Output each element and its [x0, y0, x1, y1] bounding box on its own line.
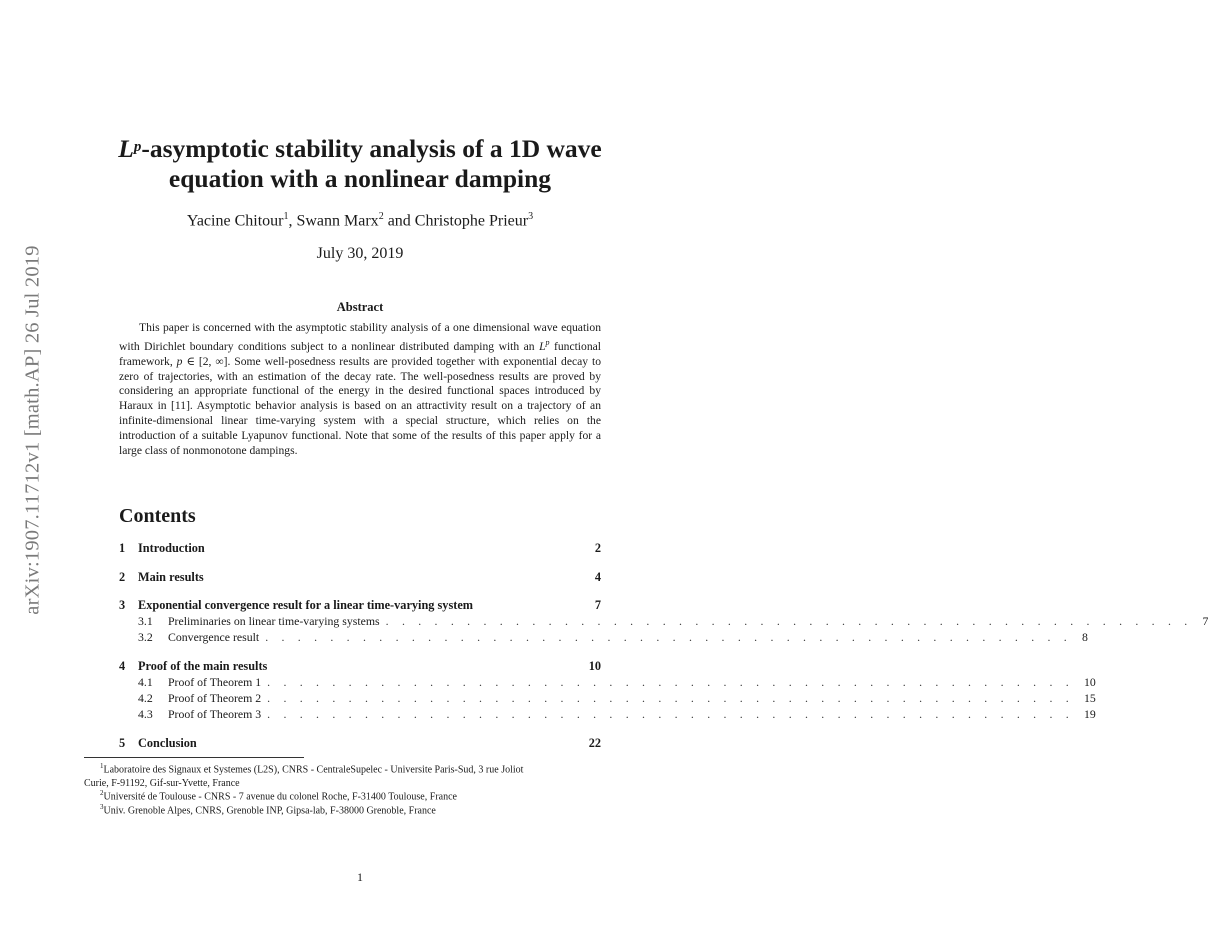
- toc-subsection-number: 4.2: [138, 691, 153, 705]
- title-l-symbol: L: [118, 134, 134, 163]
- abstract-text: [119, 321, 601, 459]
- abstract-lp-symbol: L: [539, 339, 546, 353]
- author-name: , Swann Marx: [288, 212, 379, 230]
- toc-dot-leader: . . . . . . . . . . . . . . . . . . . . . . . . . . . . . . . . . . . . . . . . . . . . . . . . . .: [267, 707, 1074, 721]
- toc-subsection-3-2[interactable]: [138, 630, 1088, 645]
- toc-section-main-results[interactable]: [119, 570, 601, 586]
- abstract-p-symbol: p: [176, 354, 183, 368]
- abstract-part: ∈ [2, ∞]. Some well-posedness results are provided together with exponential decay to zero of trajectories, with an estimation of the decay rate. The well-posedness results are proved by considering an appropriate functional of the energy in the desired functional spaces introduced by Haraux in [11]. Asymptotic behavior analysis is based on an attractivity result on a trajectory of an infinite-dimensional linear time-varying system with a special structure, which relies on the introduction of a suitable Lyapunov functional. Note that some of the results of this paper apply for a large class of nonmonotone dampings.: [119, 354, 602, 458]
- toc-dot-leader: . . . . . . . . . . . . . . . . . . . . . . . . . . . . . . . . . . . . . . . . . . . . . . . . . .: [265, 630, 1072, 644]
- footnote-mark: 2: [100, 789, 104, 797]
- toc-section-page: 2: [594, 541, 601, 555]
- toc-section-page: 4: [594, 570, 601, 584]
- toc-dot-leader: . . . . . . . . . . . . . . . . . . . . . . . . . . . . . . . . . . . . . . . . . . . . . . . . . .: [385, 614, 1193, 628]
- toc-section-page: 7: [594, 598, 601, 612]
- title-line-2: equation with a nonlinear damping: [168, 164, 552, 193]
- footnote-text: Laboratoire des Signaux et Systemes (L2S), CNRS - CentraleSupelec - Universite Paris-Sud, 3 rue Joliot: [103, 764, 524, 776]
- toc-section-proof-main-results[interactable]: [119, 659, 601, 675]
- toc-section-title: Proof of the main results: [138, 659, 268, 673]
- author-name: and Christophe Prieur: [383, 212, 529, 230]
- footnote-text: Université de Toulouse - CNRS - 7 avenue du colonel Roche, F-31400 Toulouse, France: [103, 791, 457, 803]
- toc-subsection-title: Proof of Theorem 3: [168, 707, 262, 721]
- toc-subsection-4-3[interactable]: [138, 707, 1096, 722]
- footnote-line: [84, 760, 640, 777]
- paper-date: July 30, 2019: [316, 245, 404, 262]
- toc-subsection-page: 8: [1081, 630, 1088, 644]
- toc-section-exponential-convergence[interactable]: [119, 598, 601, 614]
- toc-dot-leader: . . . . . . . . . . . . . . . . . . . . . . . . . . . . . . . . . . . . . . . . . . . . . . . . . .: [267, 675, 1074, 689]
- toc-subsection-page: 15: [1083, 691, 1096, 705]
- footnote-3: [84, 801, 640, 818]
- toc-subsection-3-1[interactable]: [138, 614, 1208, 629]
- authors: [0, 211, 720, 230]
- toc-section-number: 1: [119, 541, 126, 555]
- abstract-part: This paper is concerned with the asymptotic stability analysis of a one dimensional wave equation with Dirichlet boundary conditions subject to a nonlinear distributed damping with an: [119, 321, 601, 353]
- title-line-1: [0, 134, 720, 164]
- abstract-heading: Abstract: [336, 300, 384, 314]
- toc-subsection-number: 3.2: [138, 630, 153, 644]
- toc-section-number: 5: [119, 736, 126, 750]
- toc-subsection-number: 3.1: [138, 614, 153, 628]
- toc-subsection-page: 10: [1083, 675, 1096, 689]
- toc-subsection-number: 4.3: [138, 707, 153, 721]
- toc-section-number: 3: [119, 598, 126, 612]
- footnote-rule: [84, 757, 304, 758]
- toc-section-title: Conclusion: [138, 736, 197, 750]
- abstract-lp-superscript: p: [545, 337, 550, 347]
- footnote-line: [84, 801, 640, 818]
- toc-section-title: Exponential convergence result for a linear time-varying system: [138, 598, 474, 612]
- footnote-1: [84, 760, 640, 790]
- toc-subsection-page: 7: [1202, 614, 1208, 628]
- footnote-text: Univ. Grenoble Alpes, CNRS, Grenoble INP, Gipsa-lab, F-38000 Grenoble, France: [103, 805, 436, 817]
- title-line-1-text: -asymptotic stability analysis of a 1D wave: [141, 134, 602, 163]
- author-affiliation-mark: 2: [378, 211, 384, 222]
- contents-heading: Contents: [119, 505, 196, 527]
- footnote-mark: 1: [100, 762, 104, 770]
- toc-section-page: 10: [588, 659, 601, 673]
- title-p-superscript: p: [133, 139, 142, 155]
- footnote-line: Curie, F-91192, Gif-sur-Yvette, France: [84, 777, 240, 789]
- toc-section-title: Introduction: [138, 541, 205, 555]
- author-affiliation-mark: 3: [528, 211, 534, 222]
- toc-section-conclusion[interactable]: [119, 736, 601, 752]
- page-number: 1: [357, 870, 363, 884]
- toc-section-introduction[interactable]: [119, 541, 601, 557]
- author-affiliation-mark: 1: [283, 211, 289, 222]
- toc-section-number: 4: [119, 659, 126, 673]
- toc-subsection-4-1[interactable]: [138, 675, 1096, 690]
- arxiv-id: arXiv:1907.11712v1 [math.AP] 26 Jul 2019: [21, 245, 44, 615]
- toc-subsection-title: Proof of Theorem 2: [168, 691, 262, 705]
- footnote-mark: 3: [100, 803, 104, 811]
- toc-subsection-number: 4.1: [138, 675, 153, 689]
- paper-title: [0, 134, 720, 194]
- toc-subsection-4-2[interactable]: [138, 691, 1096, 706]
- toc-dot-leader: . . . . . . . . . . . . . . . . . . . . . . . . . . . . . . . . . . . . . . . . . . . . . . . . . .: [267, 691, 1074, 705]
- toc-section-page: 22: [588, 736, 601, 750]
- toc-subsection-title: Preliminaries on linear time-varying systems: [168, 614, 380, 628]
- toc-subsection-page: 19: [1083, 707, 1096, 721]
- abstract-part: functional framework,: [119, 339, 601, 368]
- author-name: Yacine Chitour: [186, 212, 284, 230]
- toc-section-number: 2: [119, 570, 126, 584]
- toc-subsection-title: Proof of Theorem 1: [168, 675, 262, 689]
- toc-subsection-title: Convergence result: [168, 630, 260, 644]
- toc-section-title: Main results: [138, 570, 204, 584]
